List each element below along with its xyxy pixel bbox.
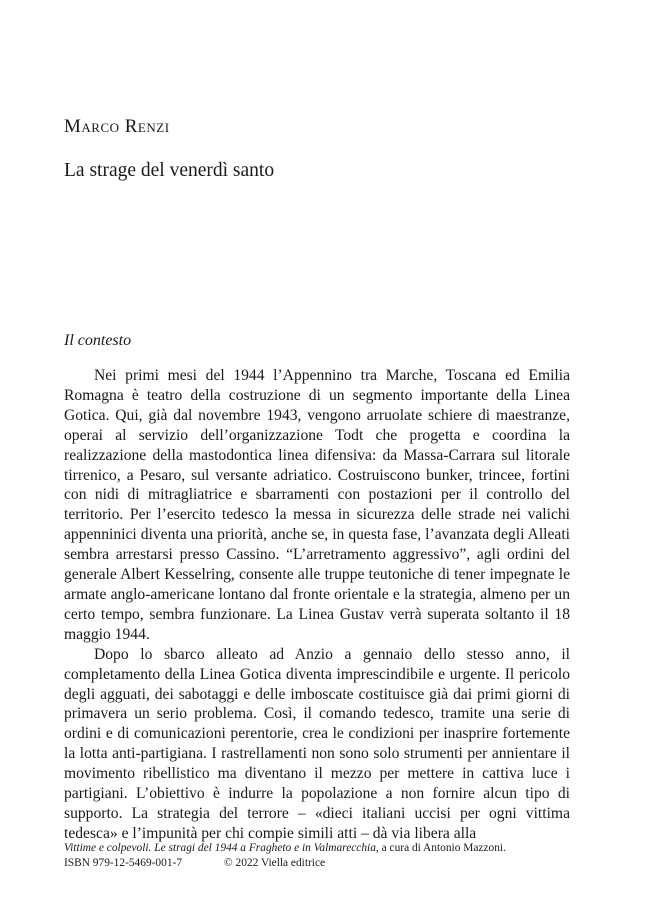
footer-citation: [64, 841, 584, 856]
body-paragraph-2: Dopo lo sbarco alleato ad Anzio a gennaio dello stesso anno, il completamento della Linea Gotica diventa imprescindibile e urgente. Il pericolo degli agguati, dei sabotaggi e delle imboscate costituisce già dai primi giorni di primavera un serio problema. Così, il comando tedesco, tramite una serie di ordini e di comunicazioni perentorie, crea le condizioni per inasprire fortemente la lotta anti-partigiana. I rastrellamenti non sono solo strumenti per annientare il movimento ribellistico ma diventano il mezzo per mettere in cattiva luce i partigiani. L’obiettivo è indurre la popolazione a non fornire alcun tipo di supporto. La strategia del terrore – «dieci italiani uccisi per ogni vittima tedesca» e l’impunità per chi compie simili atti – dà via libera alla: [64, 645, 570, 842]
chapter-author: Marco Renzi: [64, 116, 170, 137]
page-footer: [64, 841, 584, 871]
chapter-title: La strage del venerdì santo: [64, 160, 275, 181]
footer-book-title: Vittime e colpevoli. Le stragi del 1944 a Fragheto e in Valmarecchia: [64, 842, 376, 854]
footer-editor: , a cura di Antonio Mazzoni.: [375, 842, 506, 854]
section-heading: Il contesto: [64, 332, 132, 349]
footer-isbn: ISBN 979-12-5469-001-7: [64, 857, 183, 869]
body-paragraph-1: Nei primi mesi del 1944 l’Appennino tra Marche, Toscana ed Emilia Romagna è teatro della costruzione di un segmento importante della Linea Gotica. Qui, già dal novembre 1943, vengono arruolate schiere di maestranze, operai al servizio dell’organizzazione Todt che progetta e coordina la realizzazione della mastodontica linea difensiva: da Massa-Carrara sul litorale tirrenico, a Pesaro, sul versante adriatico. Costruiscono bunker, trincee, fortini con nidi di mitragliatrice e sbarramenti con postazioni per il controllo del territorio. Per l’esercito tedesco la messa in sicurezza delle strade nei valichi appenninici diventa una priorità, anche se, in questa fase, l’avanzata degli Alleati sembra arrestarsi presso Cassino. “L’arretramento aggressivo”, agli ordini del generale Albert Kesselring, consente alle truppe teutoniche di tener impegnate le armate anglo-americane lontano dal fronte orientale e la strategia, almeno per un certo tempo, sembra funzionare. La Linea Gustav verrà superata soltanto il 18 maggio 1944.: [64, 367, 570, 643]
footer-copyright: © 2022 Viella editrice: [224, 857, 326, 869]
body-text: [64, 366, 570, 844]
footer-publication-info: [64, 856, 584, 871]
